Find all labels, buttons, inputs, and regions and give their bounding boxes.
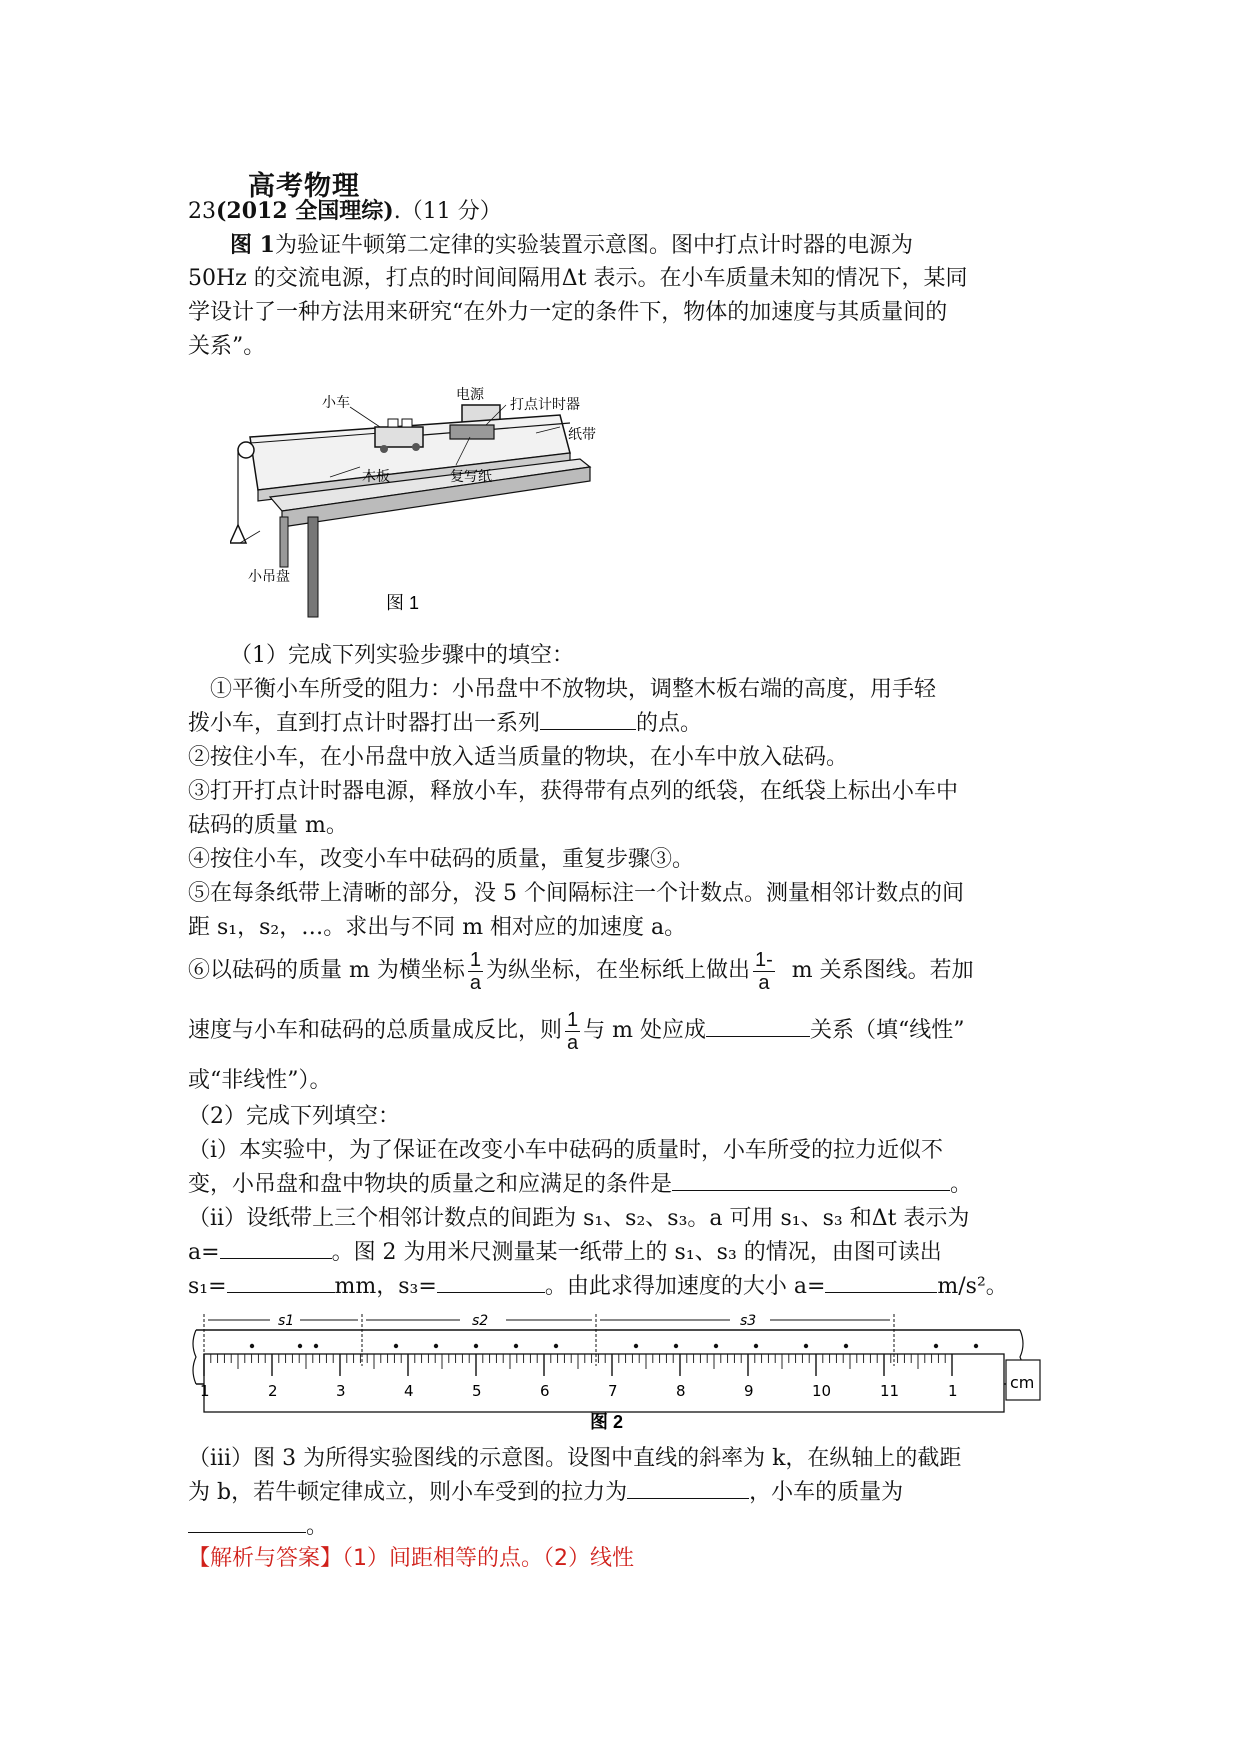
step6-text-2: 为纵坐标，在坐标纸上做出 <box>485 958 750 983</box>
fraction-denominator: a <box>567 1031 579 1054</box>
tape-dot <box>250 1344 254 1348</box>
ruler-number: 4 <box>404 1382 414 1400</box>
question-source: (2012 全国理综) <box>216 198 394 224</box>
figure1-caption: 图 1 <box>386 593 420 613</box>
tape-dot <box>314 1344 318 1348</box>
step2-line: ②按住小车，在小吊盘中放入适当质量的物块，在小车中放入砝码。 <box>188 745 849 770</box>
intro-line-1 <box>230 230 913 261</box>
tape-dot <box>674 1344 678 1348</box>
intro-text-1: 为验证牛顿第二定律的实验装置示意图。图中打点计时器的电源为 <box>274 233 913 258</box>
part2-iii-line-a: （ⅲ）图 3 为所得实验图线的示意图。设图中直线的斜率为 k，在纵轴上的截距 <box>188 1446 962 1471</box>
answer-label: 【解析与答案】 <box>188 1546 343 1571</box>
question-number: 23 <box>188 199 216 224</box>
label-pan: 小吊盘 <box>248 569 290 585</box>
part2-i-text: 变，小吊盘和盘中物块的质量之和应满足的条件是 <box>188 1172 673 1197</box>
fraction-1-over-a <box>468 949 483 994</box>
part2-ii-line-c <box>188 1272 1008 1302</box>
ruler-number: 3 <box>336 1382 346 1400</box>
acceleration-formula-blank[interactable] <box>220 1238 332 1259</box>
cart-mass-blank[interactable] <box>188 1512 306 1533</box>
s2-marker: s2 <box>472 1313 489 1329</box>
step6-line-c: 或“非线性”）。 <box>188 1068 332 1093</box>
tape-dot <box>634 1344 638 1348</box>
step5-line-a: ⑤在每条纸带上清晰的部分，没 5 个间隔标注一个计数点。测量相邻计数点的间 <box>188 881 964 906</box>
figure2-caption: 图 2 <box>590 1412 624 1432</box>
fraction-1-over-a-2 <box>753 949 775 994</box>
step3-line-a: ③打开打点计时器电源，释放小车，获得带有点列的纸袋，在纸袋上标出小车中 <box>188 779 959 804</box>
label-timer: 打点计时器 <box>510 397 580 413</box>
step5-line-b: 距 s₁，s₂，…。求出与不同 m 相对应的加速度 a。 <box>188 915 687 940</box>
answer-text: （1）间距相等的点。（2）线性 <box>342 1546 635 1571</box>
ruler-number: 1 <box>200 1382 210 1400</box>
intro-line-2: 50Hz 的交流电源，打点的时间间隔用Δt 表示。在小车质量未知的情况下，某同 <box>188 266 968 291</box>
fraction-denominator: a <box>469 971 481 994</box>
intro-line-3: 学设计了一种方法用来研究“在外力一定的条件下，物体的加速度与其质量间的 <box>188 300 948 325</box>
part2-ii-line-a: （ⅱ）设纸带上三个相邻计数点的间距为 s₁、s₂、s₃。a 可用 s₁、s₃ 和Δt 表示为 <box>188 1206 970 1231</box>
tape-dot <box>974 1344 978 1348</box>
label-carbon-paper: 复写纸 <box>450 469 492 485</box>
s1-marker: s1 <box>278 1313 295 1329</box>
ruler-number: 11 <box>880 1382 900 1400</box>
ruler-number: 6 <box>540 1382 550 1400</box>
ruler-number: 7 <box>608 1382 618 1400</box>
timer <box>450 425 494 439</box>
step1-line-a: ①平衡小车所受的阻力：小吊盘中不放物块，调整木板右端的高度，用手轻 <box>210 677 937 702</box>
intro-line-4: 关系”。 <box>188 334 266 359</box>
part2-ii-line-b <box>188 1238 942 1268</box>
figure2-ruler <box>190 1300 1050 1432</box>
part2-iii-text-end: 。 <box>306 1514 329 1539</box>
part2-ii-text-1: a= <box>188 1240 220 1265</box>
label-cart: 小车 <box>322 395 350 411</box>
fraction-numerator: 1 <box>567 1008 579 1031</box>
part2-iii-line-b <box>188 1478 903 1508</box>
fraction-numerator: 1- <box>755 948 773 971</box>
step6-text-4: 速度与小车和砝码的总质量成反比，则 <box>188 1018 563 1043</box>
fraction-numerator: 1 <box>469 948 481 971</box>
step4-line: ④按住小车，改变小车中砝码的质量，重复步骤③。 <box>188 847 695 872</box>
step6-text-1: ⑥以砝码的质量 m 为横坐标 <box>188 958 465 983</box>
s1-label: s₁= <box>188 1274 227 1299</box>
s3-label: mm，s₃= <box>334 1274 437 1299</box>
tape-dot <box>298 1344 302 1348</box>
ruler-number: 8 <box>676 1382 686 1400</box>
s3-marker: s3 <box>740 1313 757 1329</box>
question-header <box>188 196 502 227</box>
fraction-1-over-a-3 <box>565 1009 580 1054</box>
tape-dot <box>474 1344 478 1348</box>
part2-ii-text-2: 。图 2 为用米尺测量某一纸带上的 s₁、s₃ 的情况，由图可读出 <box>331 1240 942 1265</box>
tape-dot <box>514 1344 518 1348</box>
part2-iii-text-1: 为 b，若牛顿定律成立，则小车受到的拉力为 <box>188 1480 628 1505</box>
tape-dot <box>434 1344 438 1348</box>
ruler-number: 1 <box>948 1382 958 1400</box>
tape-dot <box>934 1344 938 1348</box>
label-power: 电源 <box>456 387 484 403</box>
step1-line-b <box>188 709 702 739</box>
step6-blank[interactable] <box>706 1016 810 1037</box>
part2-heading: （2）完成下列填空： <box>188 1104 400 1129</box>
part2-i-line-b <box>188 1170 972 1200</box>
tape-dot <box>554 1344 558 1348</box>
tape-dot <box>394 1344 398 1348</box>
acceleration-value-blank[interactable] <box>825 1272 937 1293</box>
step6-text-6: 关系（填“线性” <box>810 1018 965 1043</box>
ruler-number: 10 <box>812 1382 832 1400</box>
tension-blank[interactable] <box>627 1478 749 1499</box>
answer-line <box>188 1544 634 1574</box>
step1-text: 拨小车，直到打点计时器打出一系列 <box>188 711 541 736</box>
tape-dot <box>844 1344 848 1348</box>
hanging-pan <box>230 525 246 543</box>
ruler-number: 2 <box>268 1382 278 1400</box>
part1-heading: （1）完成下列实验步骤中的填空： <box>230 643 574 668</box>
tape-dot <box>714 1344 718 1348</box>
ruler-unit: cm <box>1010 1373 1035 1392</box>
question-points: .（11 分） <box>393 199 502 224</box>
label-tape: 纸带 <box>568 427 596 443</box>
part2-i-text-end: 。 <box>950 1172 973 1197</box>
ruler-number: 9 <box>744 1382 754 1400</box>
label-board: 木板 <box>362 469 390 485</box>
step1-blank[interactable] <box>540 709 636 730</box>
part2-i-blank[interactable] <box>672 1170 950 1191</box>
unit-label: m/s²。 <box>937 1274 1008 1299</box>
part2-iii-text-2: ，小车的质量为 <box>749 1480 904 1505</box>
s1-blank[interactable] <box>227 1272 335 1293</box>
part2-iii-line-c <box>188 1512 328 1542</box>
ruler-number: 5 <box>472 1382 482 1400</box>
step6-text-5: 与 m 处应成 <box>583 1018 706 1043</box>
pulley <box>238 442 254 458</box>
step6-line-a <box>188 948 974 994</box>
fraction-denominator: a <box>758 971 770 994</box>
tape-dot <box>804 1344 808 1348</box>
figure1-apparatus <box>230 385 610 625</box>
figure1-reference: 图 1 <box>230 232 275 258</box>
step6-text-3: m 关系图线。若加 <box>791 958 974 983</box>
step1-text-end: 的点。 <box>636 711 703 736</box>
step3-line-b: 砝码的质量 m。 <box>188 813 348 838</box>
step6-line-b <box>188 1008 965 1054</box>
part2-i-line-a: （ⅰ）本实验中，为了保证在改变小车中砝码的质量时，小车所受的拉力近似不 <box>188 1138 944 1163</box>
tape-dot <box>754 1344 758 1348</box>
s3-blank[interactable] <box>437 1272 545 1293</box>
page-title: 高考物理 <box>248 171 360 202</box>
acceleration-label: 。由此求得加速度的大小 a= <box>544 1274 826 1299</box>
